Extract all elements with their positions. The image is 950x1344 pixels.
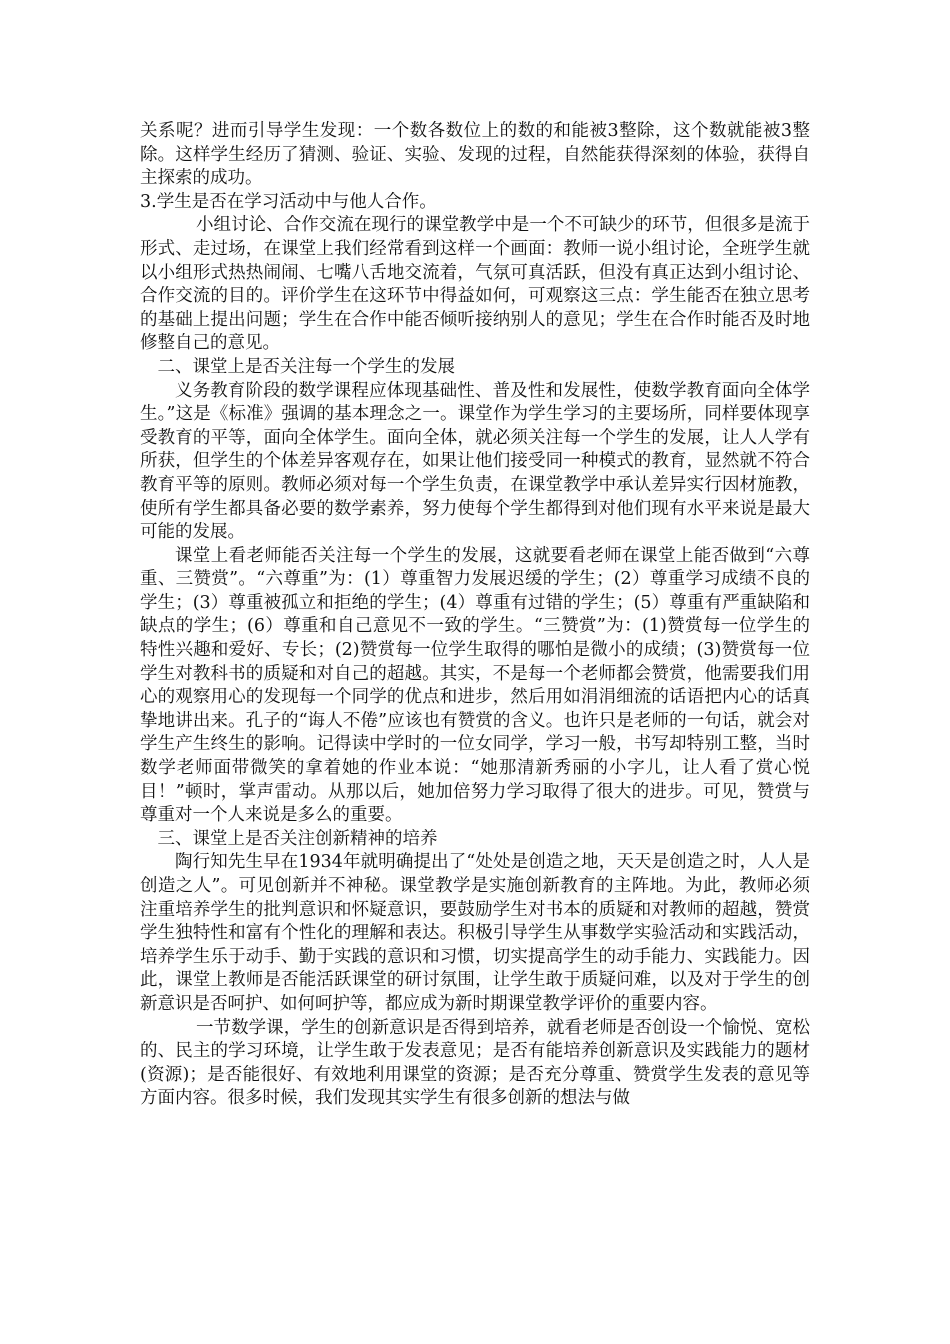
subheading-cooperation: 3.学生是否在学习活动中与他人合作。 xyxy=(140,191,437,212)
section-heading-2: 二、课堂上是否关注每一个学生的发展 xyxy=(157,356,455,377)
document-page xyxy=(140,120,810,1111)
paragraph-tao-xingzhi: 陶行知先生早在1934年就明确提出了“处处是创造之地，天天是创造之时，人人是创造之人”。可见创新并不神秘。课堂教学是实施创新教育的主阵地。为此，教师必须注重培养学生的批判意识和怀疑意识，要鼓励学生对书本的质疑和对教师的超越，赞赏学生独特性和富有个性化的理解和表达。积极引导学生从事数学实验活动和实践活动，培养学生乐于动手、勤于实践的意识和习惯，切实提高学生的动手能力、实践能力。因此，课堂上教师是否能活跃课堂的研讨氛围，让学生敢于质疑问难，以及对于学生的创新意识是否呵护、如何呵护等，都应成为新时期课堂教学评价的重要内容。 xyxy=(140,852,810,1014)
paragraph-innovation-lesson: 一节数学课，学生的创新意识是否得到培养，就看老师是否创设一个愉悦、宽松的、民主的学习环境，让学生敢于发表意见；是否有能培养创新意识及实践能力的题材(资源)；是否能很好、有效地利用课堂的资源；是否充分尊重、赞赏学生发表的意见等方面内容。很多时候，我们发现其实学生有很多创新的想法与做 xyxy=(140,1017,810,1109)
paragraph-six-respects: 课堂上看老师能否关注每一个学生的发展，这就要看老师在课堂上能否做到“六尊重、三赞赏”。“六尊重”为：(1）尊重智力发展迟缓的学生；(2）尊重学习成绩不良的学生；(3）尊重被孤立和拒绝的学生；(4）尊重有过错的学生；(5）尊重有严重缺陷和缺点的学生；(6）尊重和自己意见不一致的学生。“三赞赏”为：(1)赞赏每一位学生的特性兴趣和爱好、专长；(2)赞赏每一位学生取得的哪怕是微小的成绩；(3)赞赏每一位学生对教科书的质疑和对自己的超越。其实，不是每一个老师都会赞赏，他需要我们用心的观察用心的发现每一个同学的优点和进步，然后用如涓涓细流的话语把内心的话真挚地讲出来。孔子的“诲人不倦”应该也有赞赏的含义。也许只是老师的一句话，就会对学生产生终生的影响。记得读中学时的一位女同学，学习一般，书写却特别工整，当时数学老师面带微笑的拿着她的作业本说：“她那清新秀丽的小字儿，让人看了赏心悦目！”顿时，掌声雷动。从那以后，她加倍努力学习取得了很大的进步。可见，赞赏与尊重对一个人来说是多么的重要。 xyxy=(140,545,810,826)
section-heading-3: 三、课堂上是否关注创新精神的培养 xyxy=(157,828,438,849)
paragraph-group-discussion: 小组讨论、合作交流在现行的课堂教学中是一个不可缺少的环节，但很多是流于形式、走过场，在课堂上我们经常看到这样一个画面：教师一说小组讨论，全班学生就以小组形式热热闹闹、七嘴八舌地交流着，气氛可真活跃，但没有真正达到小组讨论、合作交流的目的。评价学生在这环节中得益如何，可观察这三点：学生能否在独立思考的基础上提出问题；学生在合作中能否倾听接纳别人的意见；学生在合作时能否及时地修整自己的意见。 xyxy=(140,215,810,354)
paragraph-continuation: 关系呢？进而引导学生发现：一个数各数位上的数的和能被3整除，这个数就能被3整除。这样学生经历了猜测、验证、实验、发现的过程，自然能获得深刻的体验，获得自主探索的成功。 xyxy=(140,121,810,189)
paragraph-compulsory-education: 义务教育阶段的数学课程应体现基础性、普及性和发展性，使数学教育面向全体学生。”这是《标准》强调的基本理念之一。课堂作为学生学习的主要场所，同样要体现享受教育的平等，面向全体学生。面向全体，就必须关注每一个学生的发展，让人人学有所获，但学生的个体差异客观存在，如果让他们接受同一种模式的教育，显然就不符合教育平等的原则。教师必须对每一个学生负责，在课堂教学中承认差异实行因材施教，使所有学生都具备必要的数学素养，努力使每个学生都得到对他们现有水平来说是最大可能的发展。 xyxy=(140,380,810,543)
